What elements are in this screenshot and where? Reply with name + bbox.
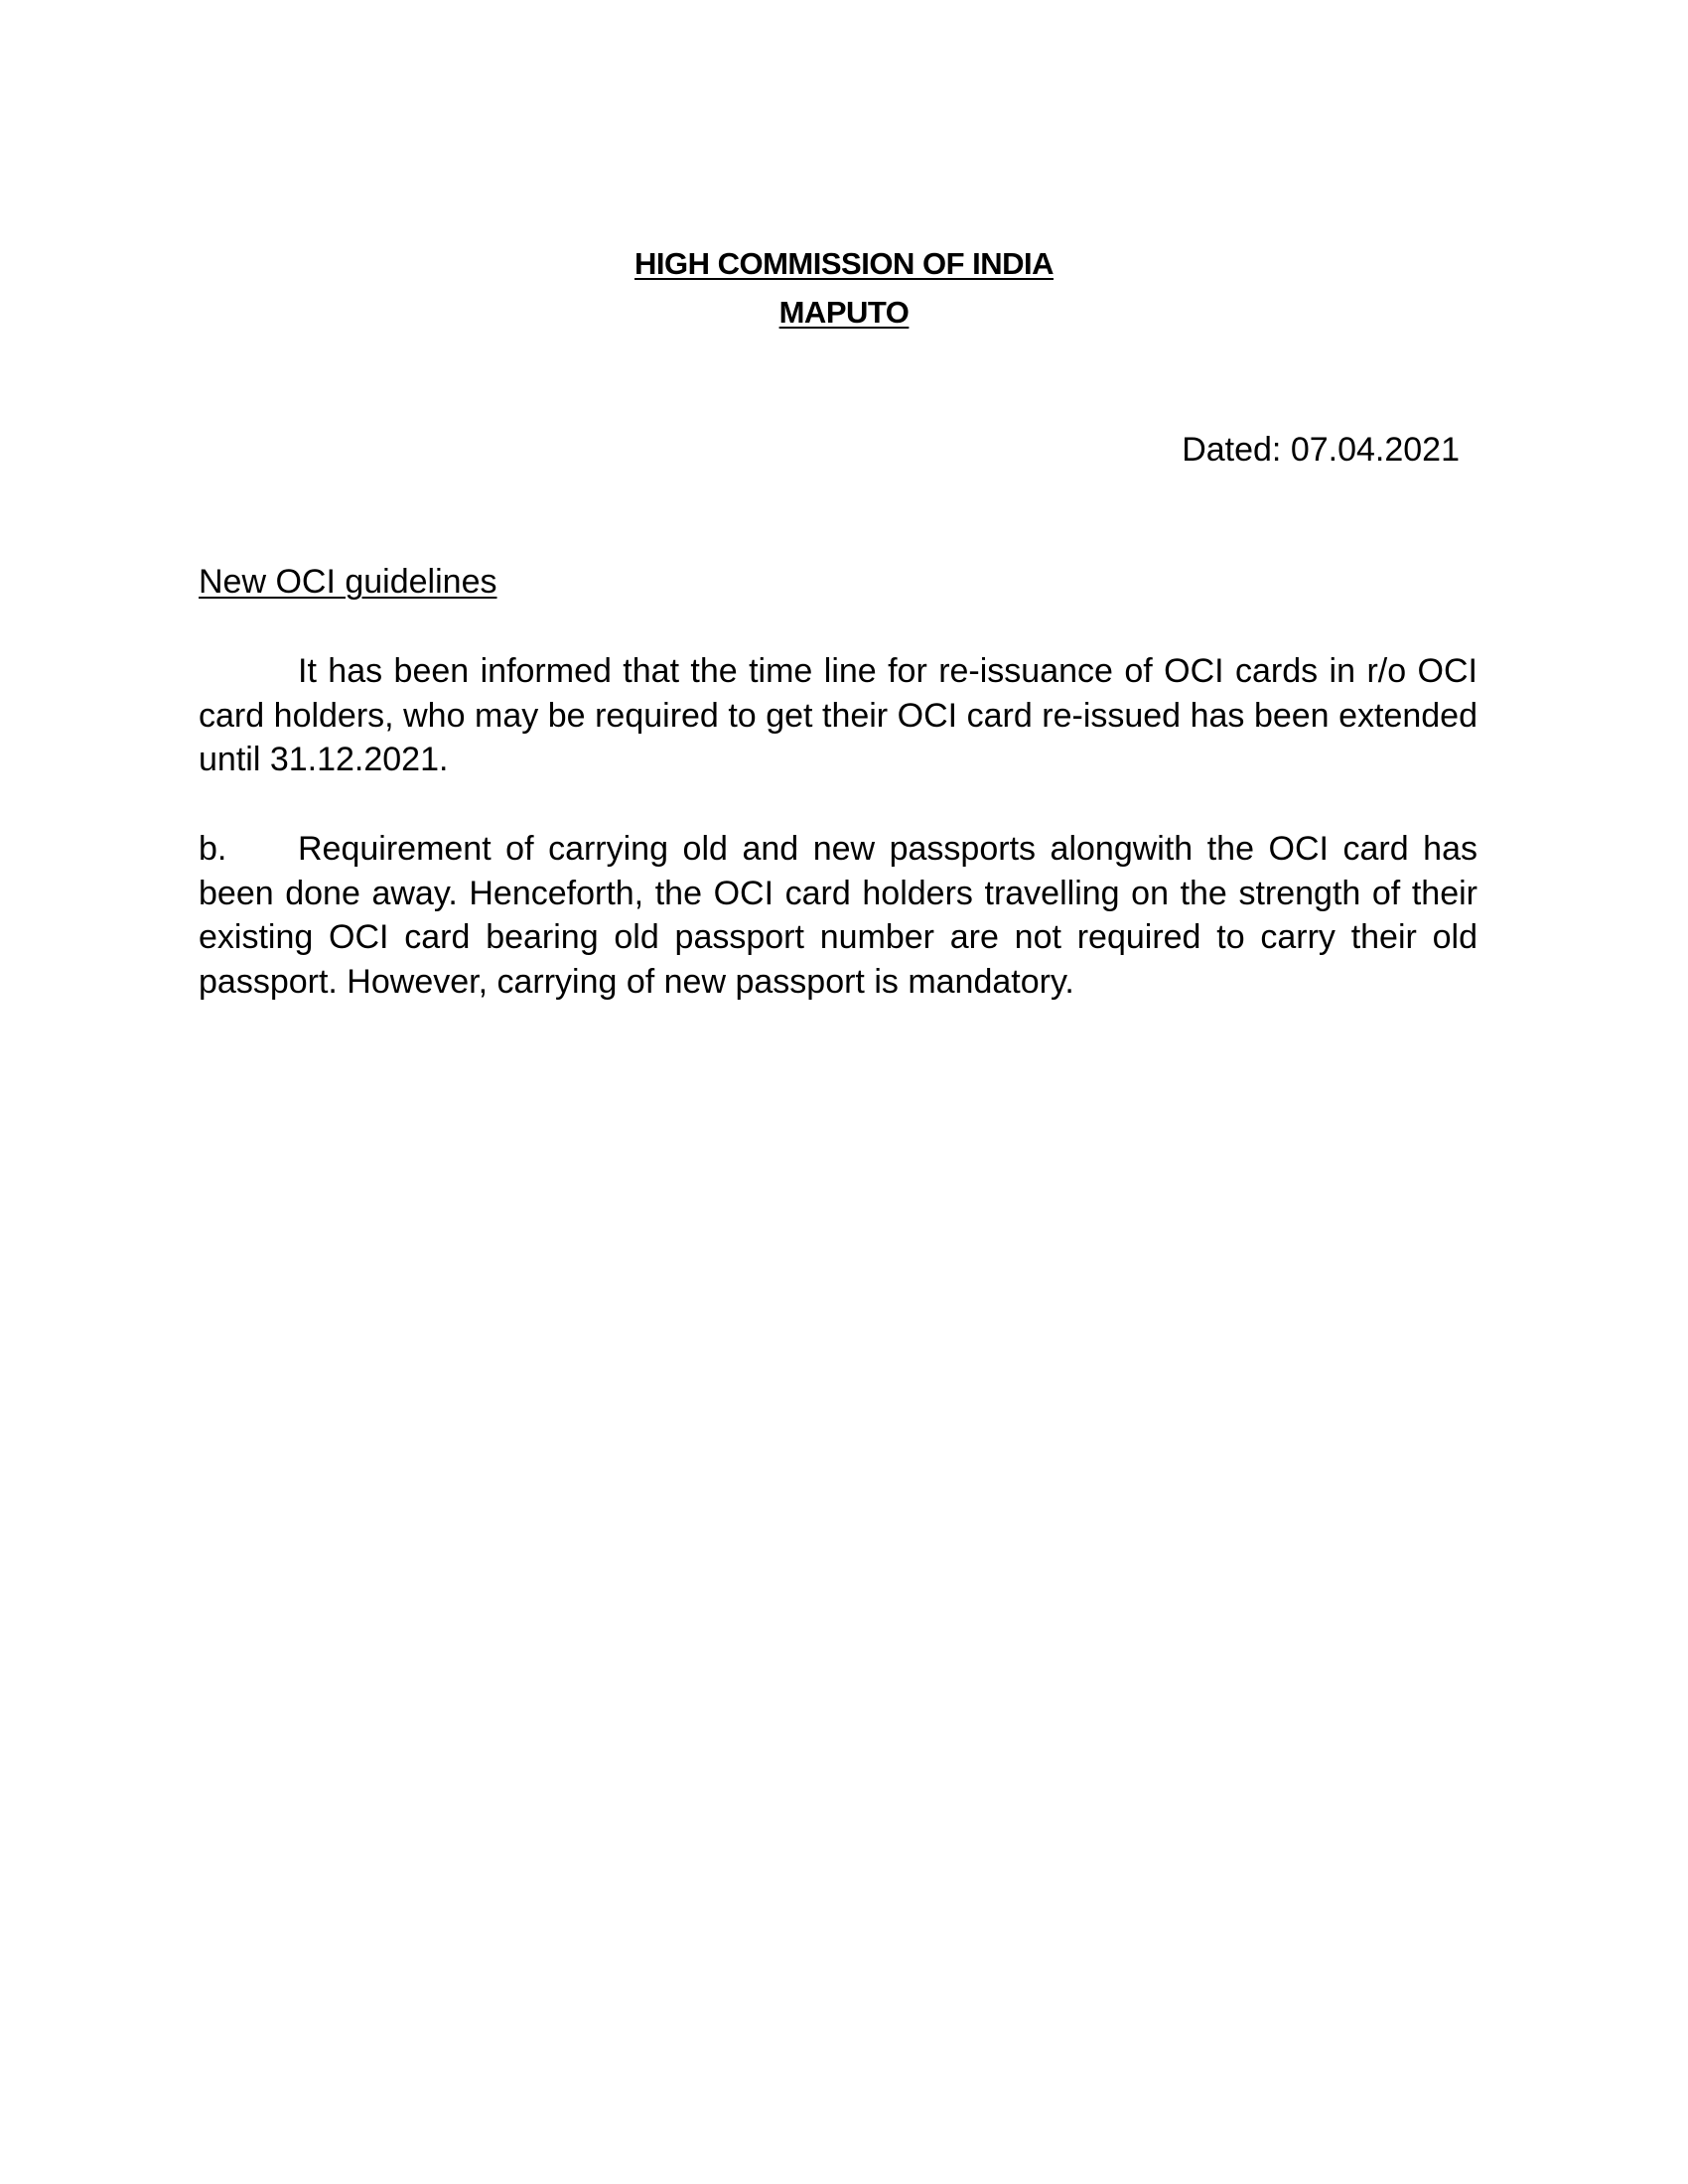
paragraph-1 bbox=[199, 649, 1477, 782]
paragraph-b-text: Requirement of carrying old and new passports alongwith the OCI card has been done away. Henceforth, the OCI card holders travelling on the strength of their existing OCI card bearing old passport number are not required to carry their old passport. However, carrying of new passport is mandatory. bbox=[199, 830, 1477, 1001]
header-city: MAPUTO bbox=[778, 295, 910, 330]
header-organization: HIGH COMMISSION OF INDIA bbox=[634, 246, 1054, 281]
paragraph-b-marker: b. bbox=[199, 830, 227, 868]
subject-heading: New OCI guidelines bbox=[199, 563, 497, 601]
date-line: Dated: 07.04.2021 bbox=[1182, 431, 1460, 469]
paragraph-b bbox=[199, 827, 1477, 1004]
paragraph-1-text: It has been informed that the time line for re-issuance of OCI cards in r/o OCI card holders, who may be required to get their OCI card re-issued has been extended until 31.12.2021. bbox=[199, 652, 1477, 778]
